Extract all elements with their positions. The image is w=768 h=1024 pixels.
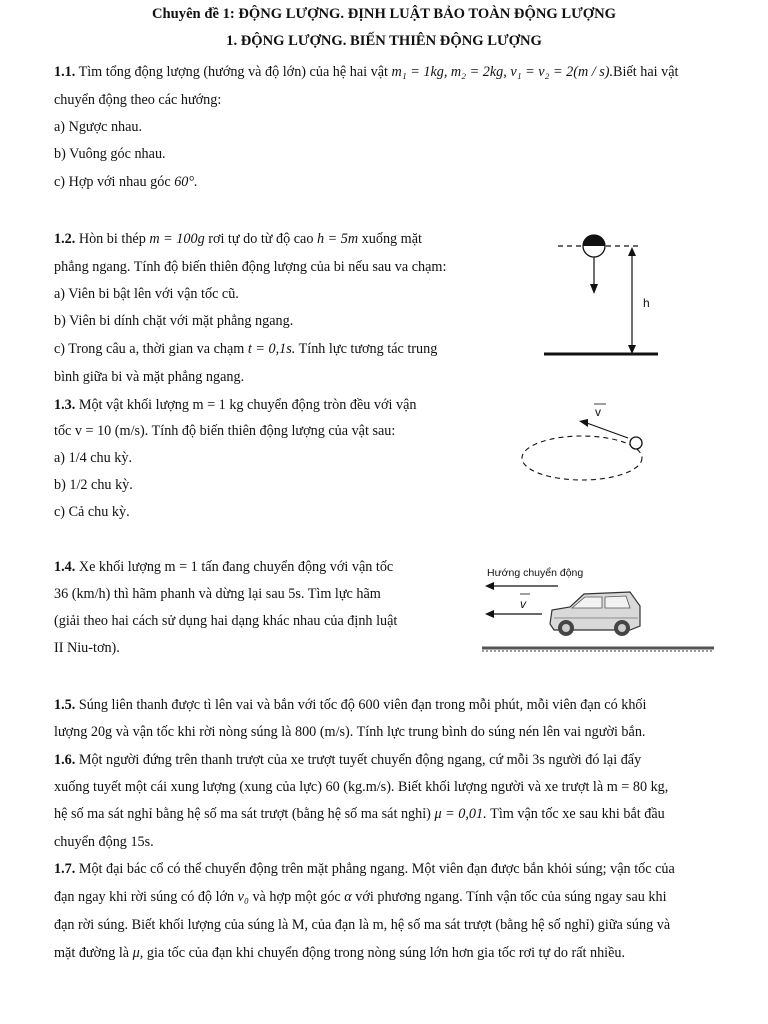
problem-1-1-b: b) Vuông góc nhau. [54,146,166,162]
text: c) Hợp với nhau góc [54,174,171,190]
text: Tính lực tương tác trung [298,341,438,357]
problem-1-4-line-4: II Niu-tơn). [54,640,120,656]
problem-1-3-c: c) Cả chu kỳ. [54,504,130,520]
text: Súng liên thanh được tì lên vai và bắn với tốc độ 600 viên đạn trong mỗi phút, mỗi viên đạn có khối [78,697,647,713]
problem-1-3-line-1 [54,397,417,414]
problem-1-3-b: b) 1/2 chu kỳ. [54,477,133,493]
text: và hợp một góc [252,889,341,905]
text: xuống mặt [361,231,422,247]
problem-1-2-a: a) Viên bi bật lên với vận tốc cũ. [54,286,239,302]
math: μ, [132,945,144,961]
problem-1-2-line-2: phẳng ngang. Tính độ biến thiên động lượng của bi nếu sau va chạm: [54,259,447,275]
problem-1-2-line-1 [54,231,422,248]
problem-number: 1.6. [54,752,76,768]
problem-1-7-line-1 [54,861,675,878]
problem-1-1-c [54,174,198,191]
velocity-label: v [595,405,601,419]
text: đạn ngay khi rời súng có độ lớn [54,889,235,905]
direction-label: Hướng chuyển động [487,567,584,579]
math: t = 0,1s. [247,341,296,357]
problem-number: 1.4. [54,559,76,575]
problem-1-4-line-1 [54,559,393,576]
math: h = 5m [317,231,359,247]
problem-number: 1.5. [54,697,76,713]
math: m₁ = 1kg, m₂ = 2kg, v₁ = v₂ = 2(m / s). [391,64,614,80]
text: Tìm vận tốc xe sau khi bắt đầu [490,806,665,822]
problem-number: 1.3. [54,397,76,413]
problem-1-5-line-2: lượng 20g và vận tốc khi rời nòng súng là 800 (m/s). Tính lực trung bình do súng nén lên vai người bắn. [54,724,646,740]
height-label: h [643,296,650,310]
problem-1-6-line-3 [54,806,665,823]
text: rơi tự do từ độ cao [208,231,314,247]
car-velocity-label: v [520,597,526,611]
problem-1-7-line-3: đạn rời súng. Biết khối lượng của súng là M, của đạn là m, hệ số ma sát trượt (bằng hệ số nghỉ) giữa súng và [54,917,671,933]
circular-motion-figure [516,400,656,492]
text: mặt đường là [54,945,130,961]
problem-number: 1.7. [54,861,76,877]
problem-number: 1.1. [54,64,76,80]
text: hệ số ma sát nghỉ bằng hệ số ma sát trượt (bằng hệ số ma sát nghỉ) [54,806,431,822]
text: với phương ngang. Tính vận tốc của súng ngay sau khi [355,889,667,905]
problem-1-3-a: a) 1/4 chu kỳ. [54,450,133,466]
car-figure [480,580,716,654]
text: Một vật khối lượng m = 1 kg chuyển động tròn đều với vận [78,397,417,413]
problem-1-2-c [54,341,437,358]
problem-number: 1.2. [54,231,76,247]
math: 60°. [174,174,198,190]
problem-1-4-line-2: 36 (km/h) thì hãm phanh và dừng lại sau 5s. Tìm lực hãm [54,586,381,602]
math: α [344,889,352,905]
math: μ = 0,01. [434,806,487,822]
text: Một người đứng trên thanh trượt của xe trượt tuyết chuyển động ngang, cứ mỗi 3s người đó lại đẩy [78,752,642,768]
problem-1-2-b: b) Viên bi dính chặt với mặt phẳng ngang. [54,313,294,329]
text: Xe khối lượng m = 1 tấn đang chuyển động với vận tốc [78,559,394,575]
problem-1-6-line-2: xuống tuyết một cái xung lượng (xung của lực) 60 (kg.m/s). Biết khối lượng người và xe trượt là m = 80 kg, [54,779,669,795]
text: c) Trong câu a, thời gian va chạm [54,341,245,357]
problem-1-4-line-3: (giải theo hai cách sử dụng hai dạng khác nhau của định luật [54,613,398,629]
problem-1-2-line-6: bình giữa bi và mặt phẳng ngang. [54,369,245,385]
problem-1-1-a: a) Ngược nhau. [54,119,143,135]
problem-1-5-line-1 [54,697,646,714]
section-title: 1. ĐỘNG LƯỢNG. BIẾN THIÊN ĐỘNG LƯỢNG [226,33,542,49]
problem-1-3-line-2: tốc v = 10 (m/s). Tính độ biến thiên động lượng của vật sau: [54,423,396,439]
problem-1-6-line-1 [54,752,641,769]
problem-1-6-line-4: chuyển động 15s. [54,834,154,850]
text: Hòn bi thép [78,231,146,247]
text: Biết hai vật [613,64,679,80]
math: m = 100g [149,231,205,247]
problem-1-1-line-2: chuyển động theo các hướng: [54,92,222,108]
falling-ball-figure [540,228,662,360]
problem-1-7-line-4 [54,945,625,962]
math: v₀ [237,889,249,905]
problem-1-7-line-2 [54,889,667,906]
text: Tìm tổng động lượng (hướng và độ lớn) của hệ hai vật [78,64,388,80]
text: gia tốc của đạn khi chuyển động trong nòng súng lớn hơn gia tốc rơi tự do rất nhiều. [146,945,626,961]
chapter-title: Chuyên đề 1: ĐỘNG LƯỢNG. ĐỊNH LUẬT BẢO TOÀN ĐỘNG LƯỢNG [152,6,616,22]
text: Một đại bác cổ có thể chuyển động trên mặt phẳng ngang. Một viên đạn được bắn khỏi súng; vận tốc của [78,861,675,877]
problem-1-1-line-1 [54,64,678,81]
